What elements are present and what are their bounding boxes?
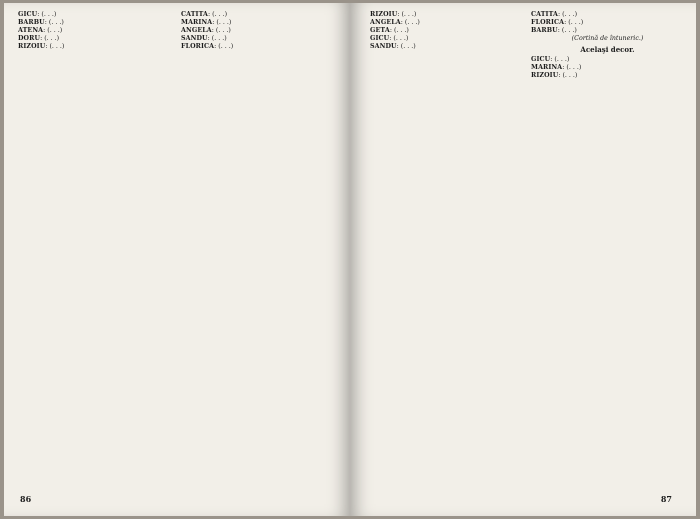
column: [370, 11, 523, 489]
script-line: BARBU: (. . .): [531, 27, 577, 35]
page-left: [4, 3, 350, 516]
dialogue-text: (. . .): [554, 56, 570, 64]
speaker-name: GETA: [370, 27, 390, 35]
script-line: GETA: (. . .): [370, 27, 409, 35]
speaker-name: CATITA: [531, 11, 559, 18]
dialogue-text: (. . .): [47, 27, 63, 35]
script-line: CATITA: (. . .): [181, 11, 228, 18]
column: [181, 11, 336, 489]
dialogue-text: (. . .): [211, 35, 227, 43]
dialogue-text: (. . .): [44, 35, 60, 43]
page-number: 86: [20, 494, 32, 504]
dialogue-text: (. . .): [562, 11, 578, 18]
dialogue-text: (. . .): [218, 43, 234, 51]
speaker-name: FLORICA: [531, 19, 565, 27]
speaker-name: MARINA: [181, 19, 213, 27]
speaker-name: SANDU: [370, 43, 397, 51]
speaker-name: BARBU: [531, 27, 558, 35]
dialogue-text: (. . .): [568, 19, 584, 27]
dialogue-text: (. . .): [212, 11, 228, 18]
dialogue-text: (. . .): [401, 11, 417, 18]
speaker-name: ATENA: [18, 27, 44, 35]
speaker-name: RIZOIU: [531, 72, 559, 80]
script-line: [531, 35, 684, 43]
script-line: MARINA: (. . .): [181, 19, 232, 27]
dialogue-text: (. . .): [400, 43, 416, 51]
dialogue-text: (. . .): [49, 43, 65, 51]
speaker-name: ANGELA: [370, 19, 401, 27]
script-line: SANDU: (. . .): [181, 35, 227, 43]
script-line: FLORICA: (. . .): [181, 43, 234, 51]
dialogue-text: (. . .): [393, 35, 409, 43]
page-right: [350, 3, 696, 516]
columns-right: [370, 11, 684, 489]
script-line: RIZOIU: (. . .): [18, 43, 65, 51]
speaker-name: DORU: [18, 35, 41, 43]
script-line: RIZOIU: (. . .): [370, 11, 417, 18]
speaker-name: SANDU: [181, 35, 208, 43]
script-line: SANDU: (. . .): [370, 43, 416, 51]
dialogue-text: (. . .): [566, 64, 582, 72]
speaker-name: FLORICA: [181, 43, 215, 51]
speaker-name: GICU: [531, 56, 551, 64]
column: [531, 11, 684, 489]
script-line: GICU: (. . .): [370, 35, 409, 43]
script-line: FLORICA: (. . .): [531, 19, 584, 27]
dialogue-text: (. . .): [404, 19, 420, 27]
speaker-name: RIZOIU: [370, 11, 398, 18]
dialogue-text: (. . .): [561, 27, 577, 35]
speaker-name: GICU: [18, 11, 38, 18]
script-line: GICU: (. . .): [18, 11, 57, 18]
speaker-name: GICU: [370, 35, 390, 43]
book-spread: [4, 3, 696, 516]
script-line: CATITA: (. . .): [531, 11, 578, 18]
speaker-name: CATITA: [181, 11, 209, 18]
columns-left: [18, 11, 336, 489]
speaker-name: ANGELA: [181, 27, 212, 35]
speaker-name: MARINA: [531, 64, 563, 72]
script-line: MARINA: (. . .): [531, 64, 582, 72]
script-line: ATENA: (. . .): [18, 27, 63, 35]
dialogue-text: (. . .): [393, 27, 409, 35]
speaker-name: BARBU: [18, 19, 45, 27]
script-line: RIZOIU: (. . .): [531, 72, 578, 80]
dialogue-text: (. . .): [41, 11, 57, 18]
speaker-name: RIZOIU: [18, 43, 46, 51]
script-line: BARBU: (. . .): [18, 19, 64, 27]
dialogue-text: (. . .): [216, 19, 232, 27]
dialogue-text: (. . .): [48, 19, 64, 27]
script-line: ANGELA: (. . .): [370, 19, 420, 27]
scene-heading: Acelaşi decor.: [580, 45, 635, 55]
page-number: 87: [660, 494, 672, 504]
dialogue-text: (. . .): [215, 27, 231, 35]
script-line: GICU: (. . .): [531, 56, 570, 64]
column: [18, 11, 173, 489]
dialogue-text: (. . .): [562, 72, 578, 80]
stage-direction: (Cortină de întuneric.): [571, 35, 644, 43]
script-line: DORU: (. . .): [18, 35, 60, 43]
script-line: ANGELA: (. . .): [181, 27, 231, 35]
